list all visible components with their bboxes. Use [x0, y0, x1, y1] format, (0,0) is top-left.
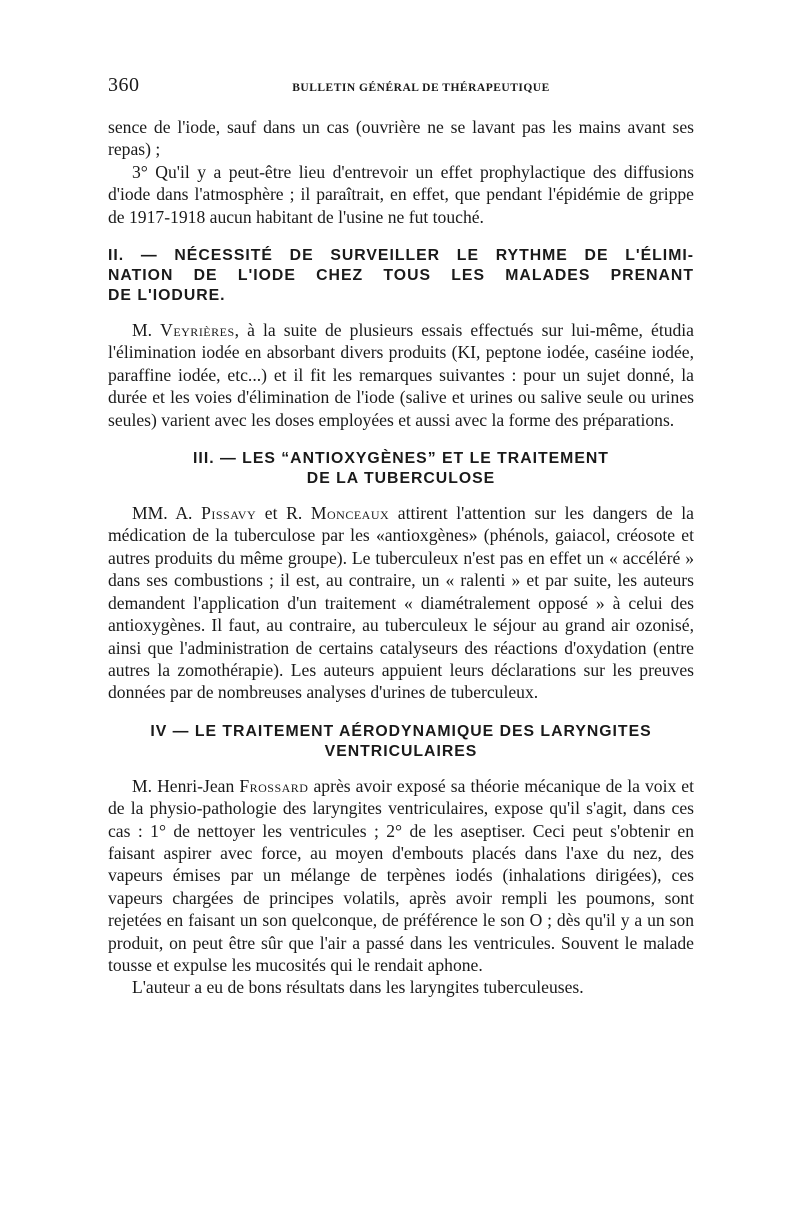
section-3-author-2: Monceaux [310, 503, 390, 524]
section-4-body [108, 775, 694, 977]
document-page [108, 74, 694, 999]
intro-paragraph-1: sence de l'iode, sauf dans un cas (ouvrière ne se lavant pas les mains avant ses repas) ; [108, 117, 694, 160]
section-2-heading-line-2: NATION DE L'IODE CHEZ TOUS LES MALADES PRENANT [108, 267, 694, 285]
section-3-heading-line-1: III. — LES “ANTIOXYGÈNES” ET LE TRAITEMENT [193, 450, 609, 468]
section-4-closing: L'auteur a eu de bons résultats dans les laryngites tuberculeuses. [132, 977, 584, 998]
section-4-heading-line-1: IV — LE TRAITEMENT AÉRODYNAMIQUE DES LARYNGITES [150, 722, 652, 740]
page-header [108, 74, 694, 106]
section-2-heading-line-1: II. — NÉCESSITÉ DE SURVEILLER LE RYTHME DE L'ÉLIMI- [108, 247, 694, 265]
section-4-text: après avoir exposé sa théorie mécanique de la voix et de la physio-pathologie des laryngites ventriculaires, expose qu'il s'agit, dans ces cas : 1° de nettoyer les ventricules ; 2° de les aseptiser. Ceci peut s'obtenir en faisant aspirer avec force, au moyen d'embouts placés dans l'axe du nez, des vapeurs émises par un mélange de terpènes iodés (inhalations dirigées), ces vapeurs chargées de principes volatils, après avoir rempli les poumons, sont rejetées en faisant un son quelconque, de préférence le son O ; dès qu'il y a un son produit, on peut être sûr que l'air a passé dans les ventricules. Souvent le malade tousse et expulse les mucosités qui le rendait aphone. [108, 775, 694, 975]
section-3-author-1: Pissavy [201, 503, 257, 524]
running-head: BULLETIN GÉNÉRAL DE THÉRAPEUTIQUE [292, 82, 550, 94]
section-4-heading [108, 722, 694, 762]
section-4-lead: M. Henri-Jean [132, 775, 240, 796]
section-4-author: Frossard [239, 775, 309, 796]
section-3-lead: MM. A. [132, 503, 202, 524]
section-2-text: , à la suite de plusieurs essais effectués sur lui-même, étudia l'élimination iodée en absorbant divers produits (KI, peptone iodée, caséine iodée, paraffine iodée, etc...) et il fit les remarques suivantes : pour un sujet donné, la durée et les voies d'élimination de l'iode (salive et urines ou salive seule ou urines seules) varient avec les doses employées et aussi avec la forme des préparations. [108, 320, 694, 430]
section-2-lead: M. [132, 320, 161, 341]
section-2-body [108, 319, 694, 431]
section-3-heading-line-2: DE LA TUBERCULOSE [306, 470, 496, 488]
page-number: 360 [108, 74, 140, 96]
section-3-body [108, 502, 694, 704]
intro-paragraph-2: 3° Qu'il y a peut-être lieu d'entrevoir un effet prophylactique des diffusions d'iode dans l'atmosphère ; il paraîtrait, en effet, que pendant l'épidémie de grippe de 1917-1918 aucun habitant de l'usine ne fut touché. [108, 161, 694, 227]
section-2-heading-line-3: DE L'IODURE. [108, 287, 226, 305]
section-3-heading [108, 449, 694, 489]
section-2-author: Veyrières [160, 320, 235, 341]
section-3-text: attirent l'attention sur les dangers de la médication de la tuberculose par les «antioxgènes» (phénols, gaiacol, créosote et autres produits du même groupe). Le tuberculeux n'est pas en effet un « accéléré » dans ses combustions ; il est, au contraire, un « ralenti » et par suite, les auteurs demandent l'application d'un traitement « diamétralement opposé » à celui des antioxygènes. Il faut, au contraire, au tuberculeux le séjour au grand air ozonisé, ainsi que l'administration de certains catalyseurs des réactions d'oxydation (entre autres la zomothérapie). Les auteurs appuient leurs déclarations sur les preuves données par de nombreuses analyses d'urines de tuberculeux. [108, 503, 694, 703]
section-3-middle: et R. [256, 503, 311, 524]
section-4-heading-line-2: VENTRICULAIRES [324, 742, 478, 760]
section-2-heading [108, 246, 694, 306]
